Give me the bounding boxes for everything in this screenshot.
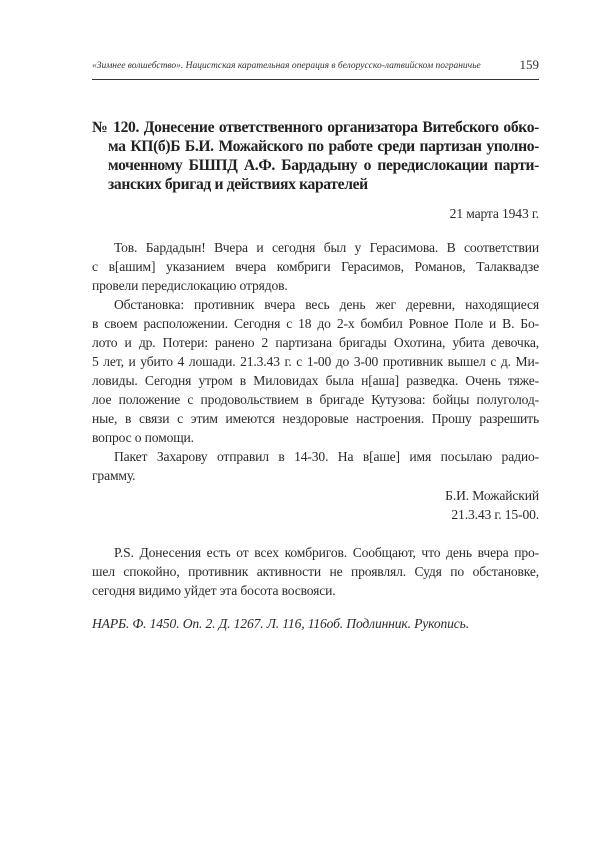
body-line: Обстановка: противник вчера весь день жег деревни, находящиеся — [114, 297, 539, 312]
body-line: Тов. Бардадын! Вчера и сегодня был у Герасимова. В соответствии — [114, 240, 539, 255]
header-rule — [92, 79, 539, 80]
document-title-line: занских бригад и действиях карателей — [108, 176, 368, 193]
document-title-line: моченному БШПД А.Ф. Бардадыну о передислокации парти- — [108, 157, 539, 174]
body-line: с в[ашим] указанием вчера комбриги Герасимов, Романов, Талаквадзе — [92, 259, 539, 274]
document-date: 21 марта 1943 г. — [449, 206, 539, 221]
body-line: ные, в связи с этим имеются нездоровые настроения. Прошу разрешить — [92, 411, 539, 426]
page-number: 159 — [519, 57, 539, 72]
body-line: ловиды. Сегодня утром в Миловидах была н[аша] разведка. Очень тяже- — [92, 373, 539, 388]
body-line: лое положение с продовольствием в бригаде Кутузова: бойцы полуголод- — [92, 392, 539, 407]
body-line: провели передислокацию отрядов. — [92, 278, 288, 293]
postscript-line: сегодня видимо уйдет эта босота восвояси. — [92, 583, 336, 598]
body-line: в своем расположении. Сегодня с 18 до 2-х бомбил Ровное Поле и В. Бо- — [92, 316, 539, 331]
postscript-line: шел спокойно, противник активности не проявлял. Судя по обстановке, — [92, 564, 539, 579]
archive-source: НАРБ. Ф. 1450. Оп. 2. Д. 1267. Л. 116, 116об. Подлинник. Рукопись. — [92, 616, 469, 631]
signature-datetime: 21.3.43 г. 15-00. — [451, 507, 539, 522]
running-header: «Зимнее волшебство». Нацистская карательная операция в белорусско-латвийском пограничье — [92, 61, 481, 71]
document-title-line: № 120. Донесение ответственного организатора Витебского обко- — [92, 119, 539, 136]
body-line: вопрос о помощи. — [92, 430, 194, 445]
body-line: 5 лет, и убито 4 лошади. 21.3.43 г. с 1-00 до 3-00 противник вышел с д. Ми- — [92, 354, 539, 369]
body-line: грамму. — [92, 468, 136, 483]
body-line: Пакет Захарову отправил в 14-30. На в[аше] имя посылаю радио- — [114, 449, 539, 464]
signature-name: Б.И. Можайский — [445, 488, 539, 503]
body-line: лото и др. Потери: ранено 2 партизана бригады Охотина, убита девочка, — [92, 335, 539, 350]
postscript-line: P.S. Донесения есть от всех комбригов. Сообщают, что день вчера про- — [114, 545, 539, 560]
document-title-line: ма КП(б)Б Б.И. Можайского по работе среди партизан уполно- — [108, 138, 539, 155]
